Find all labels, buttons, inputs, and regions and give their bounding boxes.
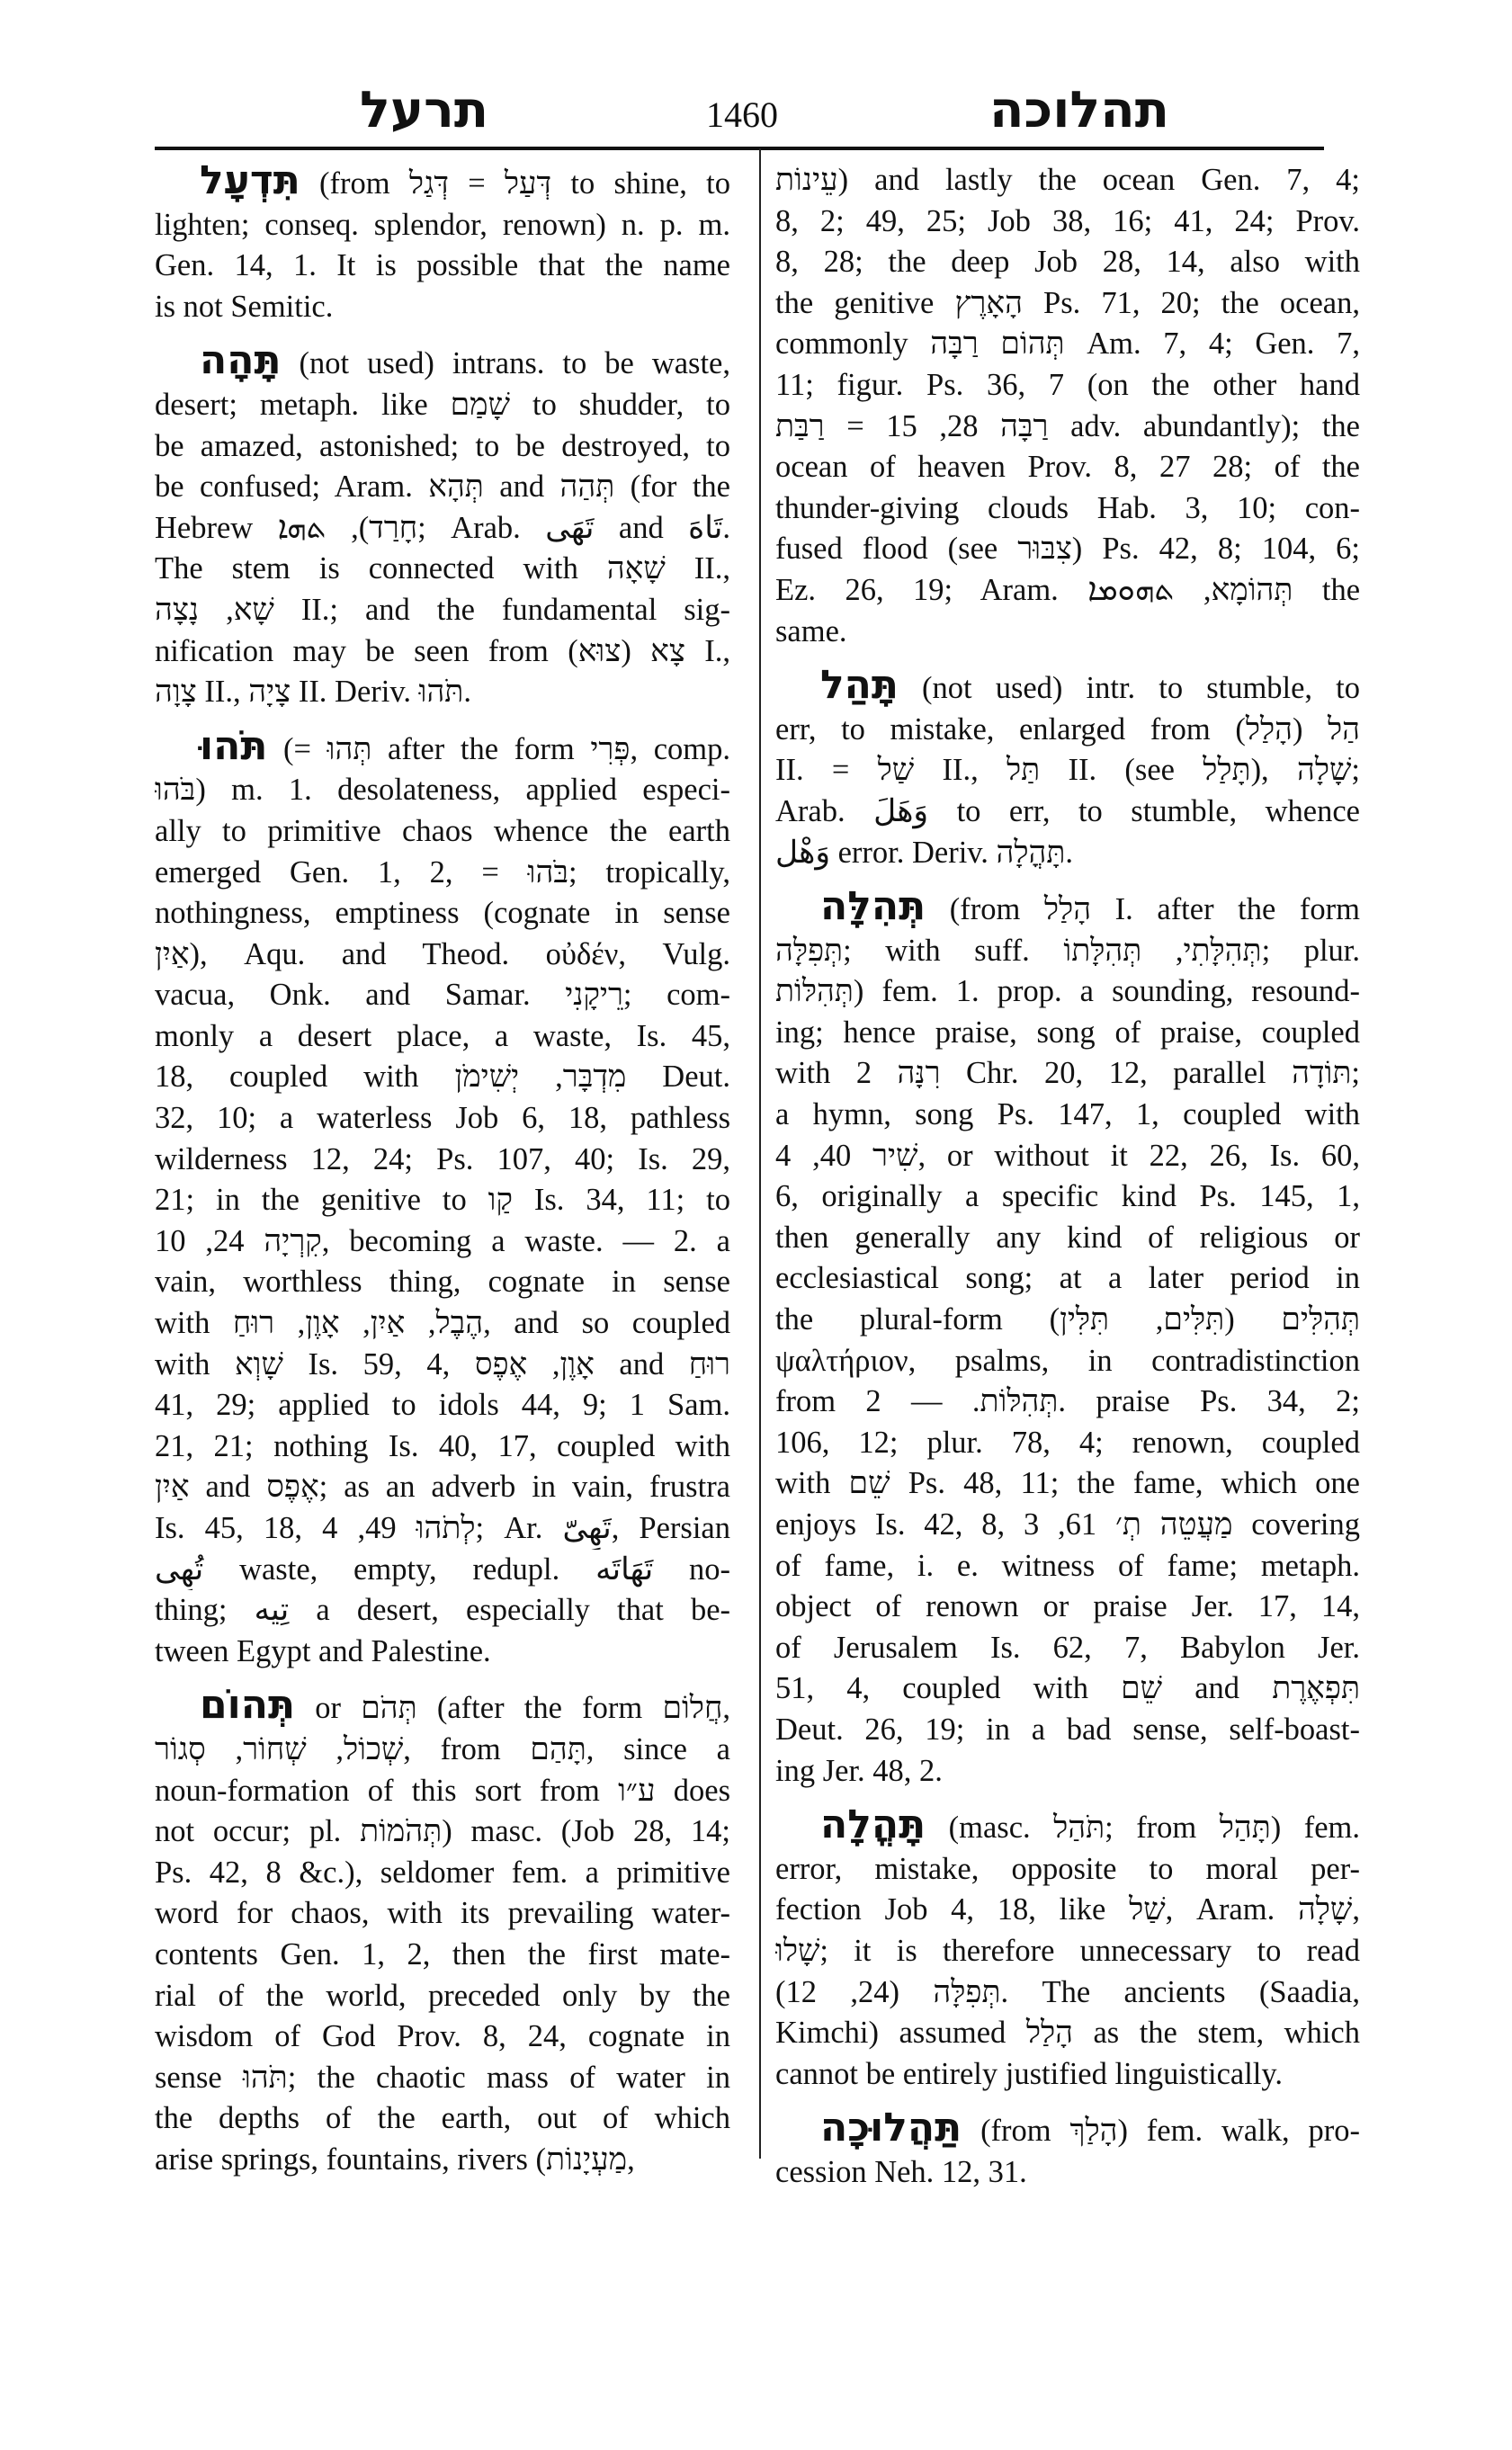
entry-line — [775, 160, 1360, 201]
entry-line — [155, 1550, 730, 1591]
entry-text: vacua, Onk. and Samar. רֵיקָנִי; com- — [155, 978, 730, 1013]
entry-line — [775, 931, 1360, 972]
entry-headword: תָּהֳלָה — [820, 1804, 926, 1848]
entry-line — [775, 1710, 1360, 1751]
entry-text: thing; تِيه a desert, especially that be- — [155, 1593, 730, 1628]
entry-headword: תֹּהוּ — [200, 725, 268, 769]
dictionary-entry — [775, 665, 1360, 873]
entry-line — [155, 467, 730, 508]
entry-text: (from דְּעַל = דְּגַל to shine, to — [319, 166, 730, 201]
entry-text: cannot be entirely justified linguistically. — [775, 2056, 1283, 2091]
entry-text: (from הָלַל I. after the form — [949, 892, 1360, 927]
entry-text: error, mistake, opposite to moral per- — [775, 1851, 1360, 1886]
entry-text: שִׁיר 40, 4, or without it 22, 26, Is. 60, — [775, 1138, 1360, 1173]
entry-line — [155, 811, 730, 853]
entry-text: רַבָּה 28, 15 = רַבַּת adv. abundantly); the — [775, 408, 1360, 443]
entry-text: II. = שַׁל II., תַּל II. (see תָּלַל), שָׁלָה; — [775, 753, 1360, 788]
entry-text: ψαλτήριον, psalms, in contradistinction — [775, 1343, 1360, 1378]
entry-line — [155, 2140, 730, 2181]
entry-text: ing Jer. 48, 2. — [775, 1753, 943, 1788]
entry-line — [775, 1381, 1360, 1423]
entry-text: tween Egypt and Palestine. — [155, 1633, 491, 1668]
entry-text: עֵינוֹת) and lastly the ocean Gen. 7, 4; — [775, 163, 1360, 197]
entry-line — [155, 1508, 730, 1550]
right-catchword: תהלוכה — [989, 81, 1170, 139]
entry-headword: תְּהִלָּה — [820, 886, 926, 930]
entry-line — [155, 1016, 730, 1058]
entry-line — [155, 1303, 730, 1345]
entry-text: is not Semitic. — [155, 289, 334, 324]
entry-text: 11; figur. Ps. 36, 7 (on the other hand — [775, 367, 1360, 402]
entry-text: from תְּהִלּוֹת. — 2. praise Ps. 34, 2; — [775, 1384, 1360, 1419]
entry-line — [775, 1095, 1360, 1136]
entry-text: 41, 29; applied to idols 44, 9; 1 Sam. — [155, 1388, 730, 1423]
entry-text: בֹּהוּ) m. 1. desolateness, applied especi- — [155, 773, 730, 808]
entry-line — [775, 1218, 1360, 1259]
entry-text: אַיִן), Aqu. and Theod. οὐδέν, Vulg. — [155, 936, 730, 971]
entry-line — [155, 853, 730, 894]
entry-text: monly a desert place, a waste, Is. 45, — [155, 1018, 730, 1053]
entry-text: be confused; Aram. תְּהָא and תְּהַה (for the — [155, 469, 730, 505]
entry-text: Deut. 26, 19; in a bad sense, self-boast- — [775, 1712, 1360, 1747]
column-divider — [759, 148, 761, 2159]
entry-text: תְּפִלָּה (24, 12). The ancients (Saadia, — [775, 1974, 1360, 2009]
entry-line — [155, 726, 730, 771]
entry-text: Arab. وَهَلَ to err, to stumble, whence — [775, 793, 1360, 828]
entry-line — [775, 1849, 1360, 1891]
entry-text: תְּפִלָּה; with suff. תְּהִלָּתִי, תְּהִלָּתוֹ; plur. — [775, 933, 1360, 968]
entry-text: Ez. 26, 19; Aram. תְּהוֹמָא, ܬܗܘܡܐ the — [775, 572, 1360, 607]
entry-line — [155, 1893, 730, 1935]
entry-text: שָׁא, נָצָה II.; and the fundamental sig- — [155, 592, 730, 627]
entry-line — [775, 1300, 1360, 1341]
dictionary-entry — [775, 2107, 1360, 2193]
entry-line — [775, 529, 1360, 570]
entry-line — [155, 1935, 730, 1976]
entry-text: ocean of heaven Prov. 8, 27 28; of the — [775, 450, 1360, 485]
entry-line — [775, 1628, 1360, 1669]
entry-text: (from הָלַךְ) fem. walk, pro- — [980, 2114, 1360, 2149]
entry-line — [775, 1423, 1360, 1464]
entry-line — [775, 1013, 1360, 1054]
entry-line — [775, 1587, 1360, 1628]
entry-text: object of renown or praise Jer. 17, 14, — [775, 1589, 1360, 1624]
entry-line — [775, 1890, 1360, 1931]
entry-line — [775, 407, 1360, 448]
entry-line — [155, 1140, 730, 1181]
entry-text: ecclesiastical song; at a later period in — [775, 1261, 1360, 1296]
entry-line — [775, 1136, 1360, 1177]
dictionary-entry — [155, 1685, 730, 2180]
entry-line — [155, 975, 730, 1016]
entry-line — [775, 1176, 1360, 1218]
entry-text: Hebrew חָרַד), ܬܗܐ; Arab. تَهَى and تَاهَ. — [155, 510, 730, 545]
entry-line — [775, 1668, 1360, 1710]
entry-text: 6, originally a specific kind Ps. 145, 1, — [775, 1179, 1360, 1214]
entry-line — [155, 2058, 730, 2099]
entry-headword: תָּהָה — [200, 340, 282, 384]
entry-text: תְּהִלּוֹת) fem. 1. prop. a sounding, resound- — [775, 974, 1360, 1009]
entry-line — [155, 1467, 730, 1508]
entry-headword: תְּהוֹם — [200, 1685, 296, 1729]
entry-line — [775, 750, 1360, 791]
entry-line — [775, 612, 1360, 653]
entry-line — [775, 2054, 1360, 2096]
dictionary-entry — [775, 886, 1360, 1792]
entry-line — [775, 201, 1360, 243]
entry-line — [775, 324, 1360, 365]
entry-text: fection Job 4, 18, like שַׁל, Aram. שָׁלָה, — [775, 1892, 1360, 1927]
entry-text: not occur; pl. תְּהֹמוֹת) masc. (Job 28, 14; — [155, 1814, 730, 1849]
entry-line — [155, 205, 730, 246]
dictionary-entry — [155, 340, 730, 712]
entry-text: of fame, i. e. witness of fame; metaph. — [775, 1548, 1360, 1583]
dictionary-entry — [155, 726, 730, 1673]
entry-line — [155, 287, 730, 328]
entry-text: שָׁלוּ; it is therefore unnecessary to read — [775, 1933, 1360, 1968]
entry-text: nothingness, emptiness (cognate in sense — [155, 896, 730, 931]
entry-text: with רִנָּה 2 Chr. 20, 12, parallel תּוֹדָה; — [775, 1056, 1360, 1091]
entry-text: وَهْل error. Deriv. תָּהֳלָה. — [775, 835, 1074, 870]
entry-line — [155, 2016, 730, 2058]
entry-text: 18, coupled with מִדְבָּר, יְשִׁימֹן Deut. — [155, 1060, 730, 1095]
entry-line — [155, 549, 730, 590]
entry-text: lighten; conseq. splendor, renown) n. p. m. — [155, 207, 730, 242]
entry-text: word for chaos, with its prevailing water- — [155, 1896, 730, 1931]
entry-line — [775, 1053, 1360, 1095]
entry-line — [155, 508, 730, 550]
entry-line — [775, 1546, 1360, 1587]
entry-text: with שֵׁם Ps. 48, 11; the fame, which one — [775, 1466, 1360, 1501]
entry-text: Is. 45, 18, לְתֹהוּ 49, 4; Ar. تَهِىّ, Persian — [155, 1511, 730, 1545]
entry-line — [155, 1685, 730, 1730]
entry-text: commonly תְּהוֹם רַבָּה Am. 7, 4; Gen. 7, — [775, 326, 1360, 362]
entry-line — [155, 1262, 730, 1303]
entry-text: the genitive הָאָרֶץ Ps. 71, 20; the ocean, — [775, 285, 1360, 320]
entry-text: emerged Gen. 1, 2, = בֹּהוּ; tropically, — [155, 854, 730, 890]
entry-text: noun-formation of this sort from ע״ו does — [155, 1773, 730, 1808]
entry-text: vain, worthless thing, cognate in sense — [155, 1265, 730, 1300]
entry-line — [775, 1341, 1360, 1382]
entry-text: err, to mistake, enlarged from הַל (הָלַל) — [775, 711, 1360, 747]
entry-text: a hymn, song Ps. 147, 1, coupled with — [775, 1097, 1360, 1132]
entry-text: or תְּהֹם (after the form חֲלוֹם, — [315, 1691, 730, 1726]
entry-line — [155, 1057, 730, 1098]
entry-text: same. — [775, 613, 847, 648]
entry-line — [155, 1771, 730, 1812]
entry-line — [775, 447, 1360, 488]
entry-line — [155, 1345, 730, 1386]
entry-line — [775, 710, 1360, 751]
entry-line — [775, 1505, 1360, 1546]
left-catchword: תרעל — [360, 81, 489, 139]
entry-line — [155, 893, 730, 934]
entry-line — [155, 1590, 730, 1632]
entry-line — [775, 1931, 1360, 1972]
entry-line — [155, 1811, 730, 1853]
entry-line — [775, 242, 1360, 283]
entry-text: 32, 10; a waterless Job 6, 18, pathless — [155, 1101, 730, 1136]
entry-text: ing; hence praise, song of praise, coupled — [775, 1015, 1360, 1050]
entry-text: cession Neh. 12, 31. — [775, 2154, 1027, 2189]
entry-text: desert; metaph. like שָׁמַם to shudder, to — [155, 387, 730, 422]
page-number: 1460 — [706, 94, 778, 135]
entry-line — [775, 1751, 1360, 1793]
entry-line — [155, 1385, 730, 1426]
entry-text: arise springs, fountains, rivers (מַעְיָנוֹת, — [155, 2142, 635, 2177]
entry-text: (masc. תֹּהַל; from תָּהַל) fem. — [948, 1811, 1360, 1846]
entry-text: the depths of the earth, out of which — [155, 2101, 730, 2136]
entry-line — [155, 631, 730, 673]
entry-line — [775, 2107, 1360, 2152]
entry-text: 106, 12; plur. 78, 4; renown, coupled — [775, 1425, 1360, 1460]
entry-text: with הֶבֶל, אַיִן, אָוֶן, רוּחַ, and so coupled — [155, 1306, 730, 1341]
entry-line — [155, 1632, 730, 1673]
entry-text: then generally any kind of religious or — [775, 1220, 1360, 1255]
dictionary-entry — [775, 1804, 1360, 2095]
entry-line — [155, 1180, 730, 1221]
entry-line — [155, 385, 730, 426]
entry-text: Ps. 42, 8 &c.), seldomer fem. a primitive — [155, 1855, 730, 1890]
entry-text: enjoys Is. 42, 8, מַעֲטֵה תְ׳ 61, 3 covering — [775, 1507, 1360, 1542]
entry-text: (= תְּהוּ after the form פְּרִי, comp. — [283, 731, 730, 766]
entry-line — [775, 283, 1360, 325]
entry-text: with שָׁוְא Is. 59, 4, אָוֶן, אֶפֶס and רוּחַ — [155, 1346, 730, 1381]
entry-text: تُهِى waste, empty, redupl. تَهَاتَه no- — [155, 1551, 730, 1587]
entry-text: Kimchi) assumed הָלַל as the stem, which — [775, 2016, 1360, 2051]
entry-line — [155, 1098, 730, 1140]
entry-text: 8, 28; the deep Job 28, 14, also with — [775, 245, 1360, 280]
entry-line — [775, 791, 1360, 833]
dictionary-entry — [775, 160, 1360, 652]
entry-text: (not used) intr. to stumble, to — [922, 671, 1360, 706]
entry-line — [775, 570, 1360, 612]
entry-text: 8, 2; 49, 25; Job 38, 16; 41, 24; Prov. — [775, 203, 1360, 238]
entry-text: 21; in the genitive to קַו Is. 34, 11; to — [155, 1183, 730, 1218]
entry-text: of Jerusalem Is. 62, 7, Babylon Jer. — [775, 1630, 1360, 1665]
header-rule — [155, 147, 1324, 150]
entry-line — [775, 886, 1360, 931]
entry-text: thunder-giving clouds Hab. 3, 10; con- — [775, 490, 1360, 525]
page-header — [0, 81, 1512, 144]
entry-text: The stem is connected with שָׁאָה II., — [155, 551, 730, 586]
entry-text: (not used) intrans. to be waste, — [299, 346, 730, 381]
left-column — [155, 160, 730, 2194]
entry-headword: תַּהֲלוּכָה — [820, 2107, 962, 2151]
entry-line — [155, 1426, 730, 1468]
entry-text: contents Gen. 1, 2, then the first mate- — [155, 1936, 730, 1972]
entry-line — [775, 488, 1360, 530]
entry-line — [155, 1853, 730, 1894]
entry-line — [155, 246, 730, 287]
entry-line — [775, 2152, 1360, 2194]
entry-line — [775, 1258, 1360, 1300]
entry-text: אַיִן and אֶפֶס; as an adverb in vain, frustra — [155, 1470, 730, 1505]
entry-text: wisdom of God Prov. 8, 24, cognate in — [155, 2019, 730, 2054]
entry-line — [155, 2098, 730, 2140]
entry-text: צָוָה II., צָיָה II. Deriv. תֹּהוּ. — [155, 675, 471, 710]
dictionary-entry — [155, 160, 730, 327]
entry-line — [775, 1972, 1360, 2014]
entry-text: שְׁכוֹל, שְׁחוֹר, סְגוֹר, from תָּהַם, since a — [155, 1731, 730, 1766]
entry-line — [155, 770, 730, 811]
right-column — [775, 160, 1360, 2206]
entry-line — [775, 971, 1360, 1013]
entry-text: 21, 21; nothing Is. 40, 17, coupled with — [155, 1428, 730, 1463]
entry-headword: תִּדְעָל — [200, 160, 300, 203]
entry-headword: תָּהַל — [820, 665, 899, 709]
entry-line — [775, 665, 1360, 710]
entry-text: rial of the world, preceded only by the — [155, 1978, 730, 2013]
entry-text: wilderness 12, 24; Ps. 107, 40; Is. 29, — [155, 1141, 730, 1176]
entry-text: sense תֹּהוּ; the chaotic mass of water in — [155, 2060, 730, 2095]
entry-line — [155, 1730, 730, 1771]
entry-text: the plural-form תְּהִלִּים (תִּלִּים, תִּלִּין) — [775, 1302, 1360, 1337]
entry-text: nification may be seen from צָא (צוּא) I., — [155, 633, 730, 668]
entry-line — [775, 1804, 1360, 1849]
entry-line — [155, 426, 730, 468]
entry-line — [775, 2013, 1360, 2054]
entry-line — [155, 590, 730, 631]
entry-line — [155, 160, 730, 205]
entry-line — [155, 934, 730, 976]
entry-line — [155, 1221, 730, 1263]
entry-line — [775, 365, 1360, 407]
entry-text: 51, 4, coupled with שֵׁם and תִּפְאֶרֶת — [775, 1671, 1360, 1706]
entry-line — [155, 1976, 730, 2017]
entry-text: קִרְיָה 24, 10, becoming a waste. — 2. a — [155, 1223, 730, 1258]
entry-text: fused flood (see צִבּוּר) Ps. 42, 8; 104, 6; — [775, 532, 1360, 567]
entry-text: be amazed, astonished; to be destroyed, to — [155, 428, 730, 463]
entry-text: ally to primitive chaos whence the earth — [155, 813, 730, 848]
entry-line — [155, 340, 730, 385]
entry-line — [155, 672, 730, 713]
entry-line — [775, 1463, 1360, 1505]
entry-text: Gen. 14, 1. It is possible that the name — [155, 248, 730, 283]
entry-line — [775, 833, 1360, 874]
